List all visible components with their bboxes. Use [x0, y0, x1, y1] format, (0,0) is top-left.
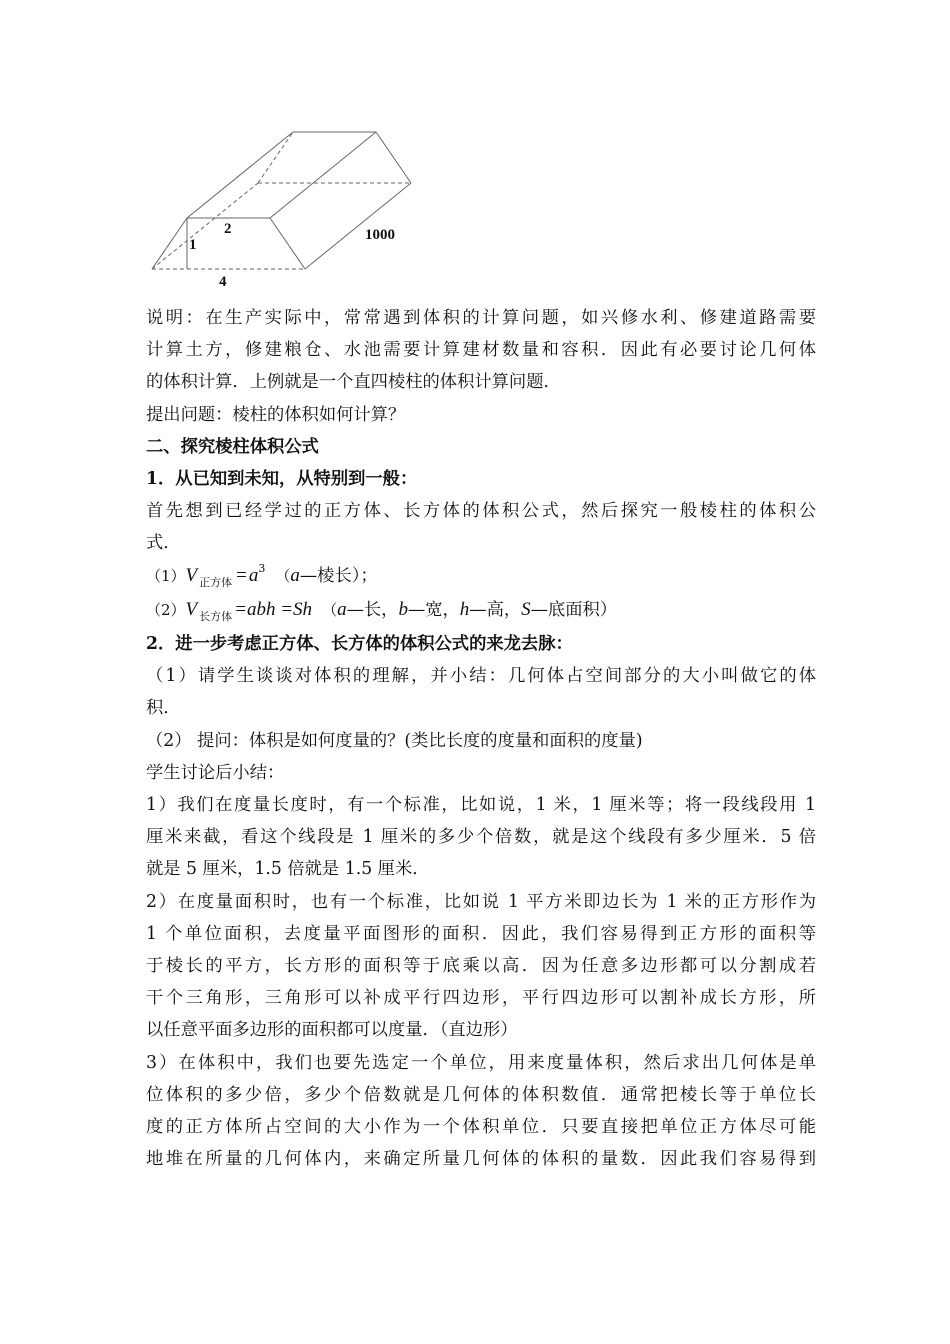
paragraph-line: 地堆在所量的几何体内，来确定所量几何体的体积的量数．因此我们容易得到: [146, 1149, 816, 1170]
subsection-heading: 1．从已知到未知，从特别到一般：: [146, 469, 418, 490]
bottom-left-lateral-edge: [152, 183, 258, 269]
paragraph-line: 3）在体积中，我们也要先选定一个单位，用来度量体积，然后求出几何体是单: [146, 1052, 816, 1073]
variable-s-description: —底面积）: [530, 599, 618, 620]
label-length: 1000: [365, 227, 395, 243]
paragraph-line: 厘米来截，看这个线段是 1 厘米的多少个倍数，就是这个线段有多少厘米．5 倍: [146, 827, 816, 848]
back-right-edge: [376, 132, 411, 183]
top-left-lateral-edge: [187, 132, 293, 218]
volume-subscript: 长方体: [199, 609, 233, 623]
paragraph-line: 首先想到已经学过的正方体、长方体的体积公式，然后探究一般棱柱的体积公: [146, 501, 816, 522]
paragraph-line: 说明：在生产实际中，常常遇到体积的计算问题，如兴修水利、修建道路需要: [146, 308, 816, 328]
label-top-width: 2: [224, 221, 232, 237]
paragraph-line: 位体积的多少倍，多少个倍数就是几何体的体积数值．通常把棱长等于单位长: [146, 1084, 816, 1105]
body-text: [146, 302, 816, 1175]
trapezoidal-prism-diagram: [140, 120, 440, 295]
paragraph-line: 度的正方体所占空间的大小作为一个体积单位．只要直接把单位正方体尽可能: [146, 1117, 816, 1138]
volume-symbol: V: [185, 598, 198, 620]
paragraph-line: （2） 提问：体积是如何度量的？(类比长度的度量和面积的度量): [146, 730, 643, 751]
formula-expression: =abh =Sh: [234, 598, 313, 620]
front-right-edge: [270, 218, 305, 269]
equals-sign: =: [236, 564, 247, 586]
top-right-lateral-edge: [270, 132, 376, 218]
paragraph-line: 以任意平面多边形的面积都可以度量．（直边形）: [146, 1020, 518, 1041]
back-left-edge: [258, 132, 293, 183]
paragraph-line: 计算土方，修建粮仓、水池需要计算建材数量和容积．因此有必要讨论几何体: [146, 340, 816, 361]
section-heading: 二、探究棱柱体积公式: [146, 436, 319, 457]
prism-figure: [140, 120, 440, 295]
variable-h: h: [459, 598, 470, 620]
label-bottom-width: 4: [219, 274, 227, 290]
volume-subscript: 正方体: [199, 575, 233, 589]
paragraph-line: 式．: [146, 533, 181, 554]
paragraph-line: 2）在度量面积时，也有一个标准，比如说 1 平方米即边长为 1 米的正方形作为: [146, 891, 816, 912]
formula-description: —棱长）；: [299, 565, 378, 586]
paren-open: （: [275, 566, 291, 585]
bottom-right-lateral-edge: [305, 183, 411, 269]
variable-a: a: [290, 564, 300, 586]
variable-s: S: [521, 598, 531, 620]
front-left-edge: [152, 218, 187, 269]
paragraph-line: 积．: [146, 698, 181, 719]
formula-number: （1）: [146, 566, 186, 585]
variable-h-description: —高，: [469, 599, 522, 620]
paragraph-line: 1）我们在度量长度时，有一个标准，比如说，1 米，1 厘米等；将一段线段用 1: [146, 795, 816, 816]
formula-number: （2）: [146, 600, 186, 619]
paragraph-line: （1）请学生谈谈对体积的理解，并小结：几何体占空间部分的大小叫做它的体: [146, 666, 816, 687]
variable-b-description: —宽，: [407, 599, 460, 620]
paragraph-line: 学生讨论后小结：: [146, 762, 285, 783]
paragraph-line: 的体积计算．上例就是一个直四棱柱的体积计算问题．: [146, 372, 561, 393]
formula-cube-volume: [146, 560, 816, 594]
paren-open: （: [322, 600, 338, 619]
paragraph-line: 提出问题：棱柱的体积如何计算？: [146, 404, 406, 425]
exponent: 3: [258, 561, 266, 575]
paragraph-line: 就是 5 厘米，1.5 倍就是 1.5 厘米．: [146, 859, 430, 880]
volume-symbol: V: [185, 564, 198, 586]
paragraph-line: 1 个单位面积，去度量平面图形的面积．因此，我们容易得到正方形的面积等: [146, 923, 816, 944]
formula-cuboid-volume: [146, 594, 816, 628]
variable-a-description: —长，: [346, 599, 399, 620]
variable-b: b: [398, 598, 408, 620]
paragraph-line: 于棱长的平方，长方形的面积等于底乘以高．因为任意多边形都可以分割成若: [146, 956, 816, 977]
paragraph-line: 干个三角形，三角形可以补成平行四边形，平行四边形可以割补成长方形，所: [146, 988, 816, 1009]
variable-a: a: [337, 598, 347, 620]
label-height: 1: [189, 237, 197, 253]
variable-a: a: [248, 564, 259, 586]
subsection-heading: 2．进一步考虑正方体、长方体的体积公式的来龙去脉：: [146, 634, 573, 655]
